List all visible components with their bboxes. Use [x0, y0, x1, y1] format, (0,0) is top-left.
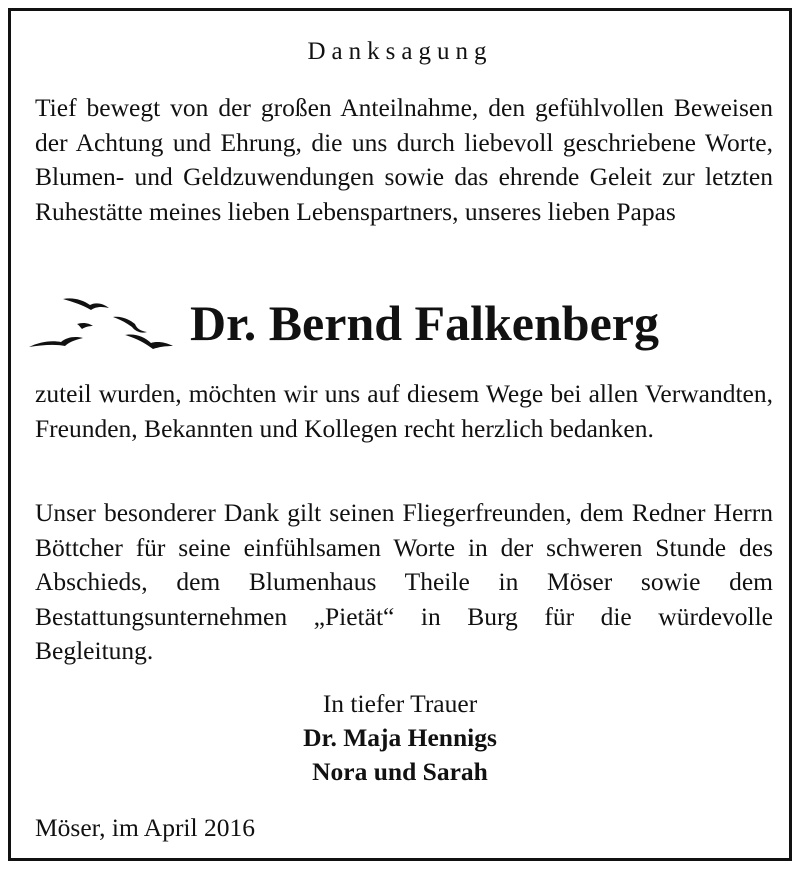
signatory-name: Dr. Maja Hennigs	[303, 723, 497, 752]
obituary-frame	[8, 8, 792, 861]
deceased-name-row	[25, 291, 785, 361]
notice-heading: Danksagung	[307, 38, 493, 65]
intro-paragraph: Tief bewegt von der großen Anteilnahme, den gefühlvollen Beweisen der Achtung und Ehrung, die uns durch liebevoll geschriebene Worte, Blumen- und Geldzuwendungen sowie das ehrende Geleit zur letzten Ruhestätte meines lieben Lebenspartners, unseres lieben Papas	[35, 93, 773, 226]
signatory-name: Nora und Sarah	[312, 757, 488, 786]
thanks-paragraph: zuteil wurden, möchten wir uns auf diesem Wege bei allen Verwandten, Freunden, Bekannten und Kollegen recht herzlich bedanken.	[35, 379, 773, 443]
deceased-name: Dr. Bernd Falkenberg	[190, 295, 659, 351]
flying-birds-icon	[25, 291, 185, 361]
place-date: Möser, im April 2016	[35, 813, 255, 842]
special-thanks-paragraph: Unser besonderer Dank gilt seinen Fliegerfreunden, dem Redner Herrn Böttcher für seine einfühlsamen Worte in der schweren Stunde des Abschieds, dem Blumenhaus Theile in Möser sowie dem Bestattungsunternehmen „Pietät“ in Burg für die würdevolle Begleitung.	[35, 498, 773, 665]
mourning-line: In tiefer Trauer	[322, 689, 478, 718]
